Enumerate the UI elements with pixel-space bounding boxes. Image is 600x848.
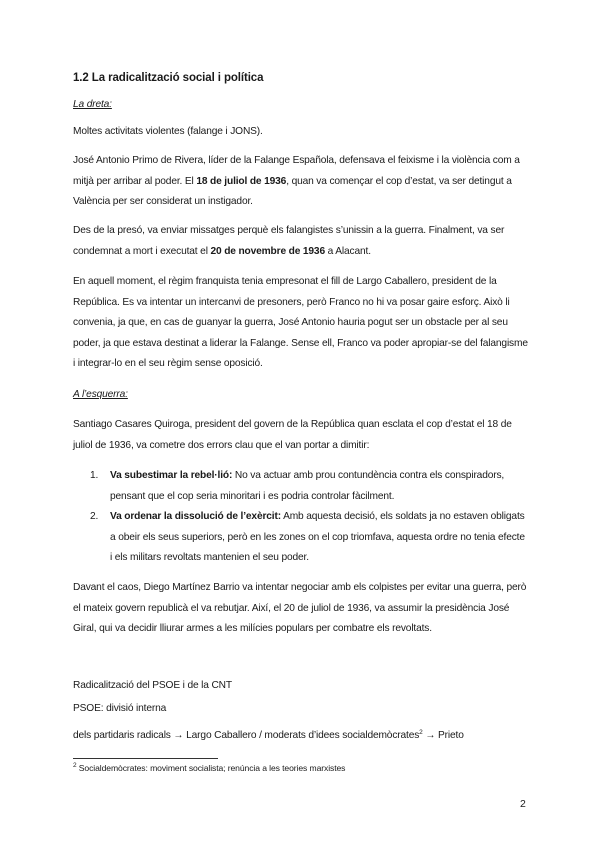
- paragraph-esquerra-2: Davant el caos, Diego Martínez Barrio va intentar negociar amb els colpistes per evitar una guerra, però el mateix govern republicà el va rebutjar. Així, el 20 de juliol de 1936, va assumir la presidència José Giral, qui va decidir lliurar armes a les milícies populars per combatre els revoltats.: [73, 582, 527, 634]
- errors-list: [73, 466, 528, 569]
- page-number: 2: [520, 798, 526, 810]
- footnote-ref: 2: [419, 729, 423, 736]
- footnote-divider: [73, 758, 218, 759]
- subheading-esquerra: A l’esquerra:: [73, 389, 128, 400]
- paragraph-dreta-3: Des de la presó, va enviar missatges perquè els falangistes s’unissin a la guerra. Finalment, va ser condemnat a mort i executat el 20 de novembre de 1936 a Alacant.: [73, 225, 505, 257]
- paragraph-esquerra-1: Santiago Casares Quiroga, president del govern de la República quan esclata el cop d’estat el 18 de juliol de 1936, va cometre dos errors clau que el van portar a dimitir:: [73, 419, 512, 451]
- footnote: $^2$ Socialdemòcrates: moviment socialista; renúncia a les teories marxistes: [73, 762, 346, 773]
- paragraph-dreta-2: José Antonio Primo de Rivera, líder de la Falange Española, defensava el feixisme i la violència com a mitjà per arribar al poder. El 18 de juliol de 1936, quan va començar el cop d’estat, va ser detingut a València per ser considerat un instigador.: [73, 155, 520, 207]
- subheading-dreta: La dreta:: [73, 99, 112, 110]
- section-heading: 1.2 La radicalització social i política: [73, 72, 264, 84]
- list-item: 2. Va ordenar la dissolució de l’exèrcit: Amb aquesta decisió, els soldats ja no estaven obligats a obeir els seus superiors, però en les zones on el cop triomfava, aquesta ordre no tenia efecte i els militars revoltats mantenien el seu poder.: [90, 511, 525, 563]
- paragraph-esquerra-4: PSOE: divisió interna: [73, 703, 167, 714]
- list-item: 1. Va subestimar la rebel·lió: No va actuar amb prou contundència contra els conspiradors, pensant que el cop seria minoritari i es podria controlar fàcilment.: [90, 470, 505, 502]
- paragraph-esquerra-5: dels partidaris radicals → Largo Caballero / moderats d’idees socialdemòcrates$^2$ → Prieto: [73, 729, 464, 741]
- paragraph-esquerra-3: Radicalització del PSOE i de la CNT: [73, 680, 232, 691]
- paragraph-dreta-4: En aquell moment, el règim franquista tenia empresonat el fill de Largo Caballero, president de la República. Es va intentar un intercanvi de presoners, però Franco no hi va posar gaire esforç. Això li convenia, ja que, en cas de guanyar la guerra, José Antonio hauria pogut ser un obstacle per al seu poder, ja que estava destinat a liderar la Falange. Sense ell, Franco va poder apropiar-se del falangisme i integrar-lo en el seu règim sense oposició.: [73, 276, 528, 369]
- paragraph-dreta-1: Moltes activitats violentes (falange i JONS).: [73, 126, 263, 137]
